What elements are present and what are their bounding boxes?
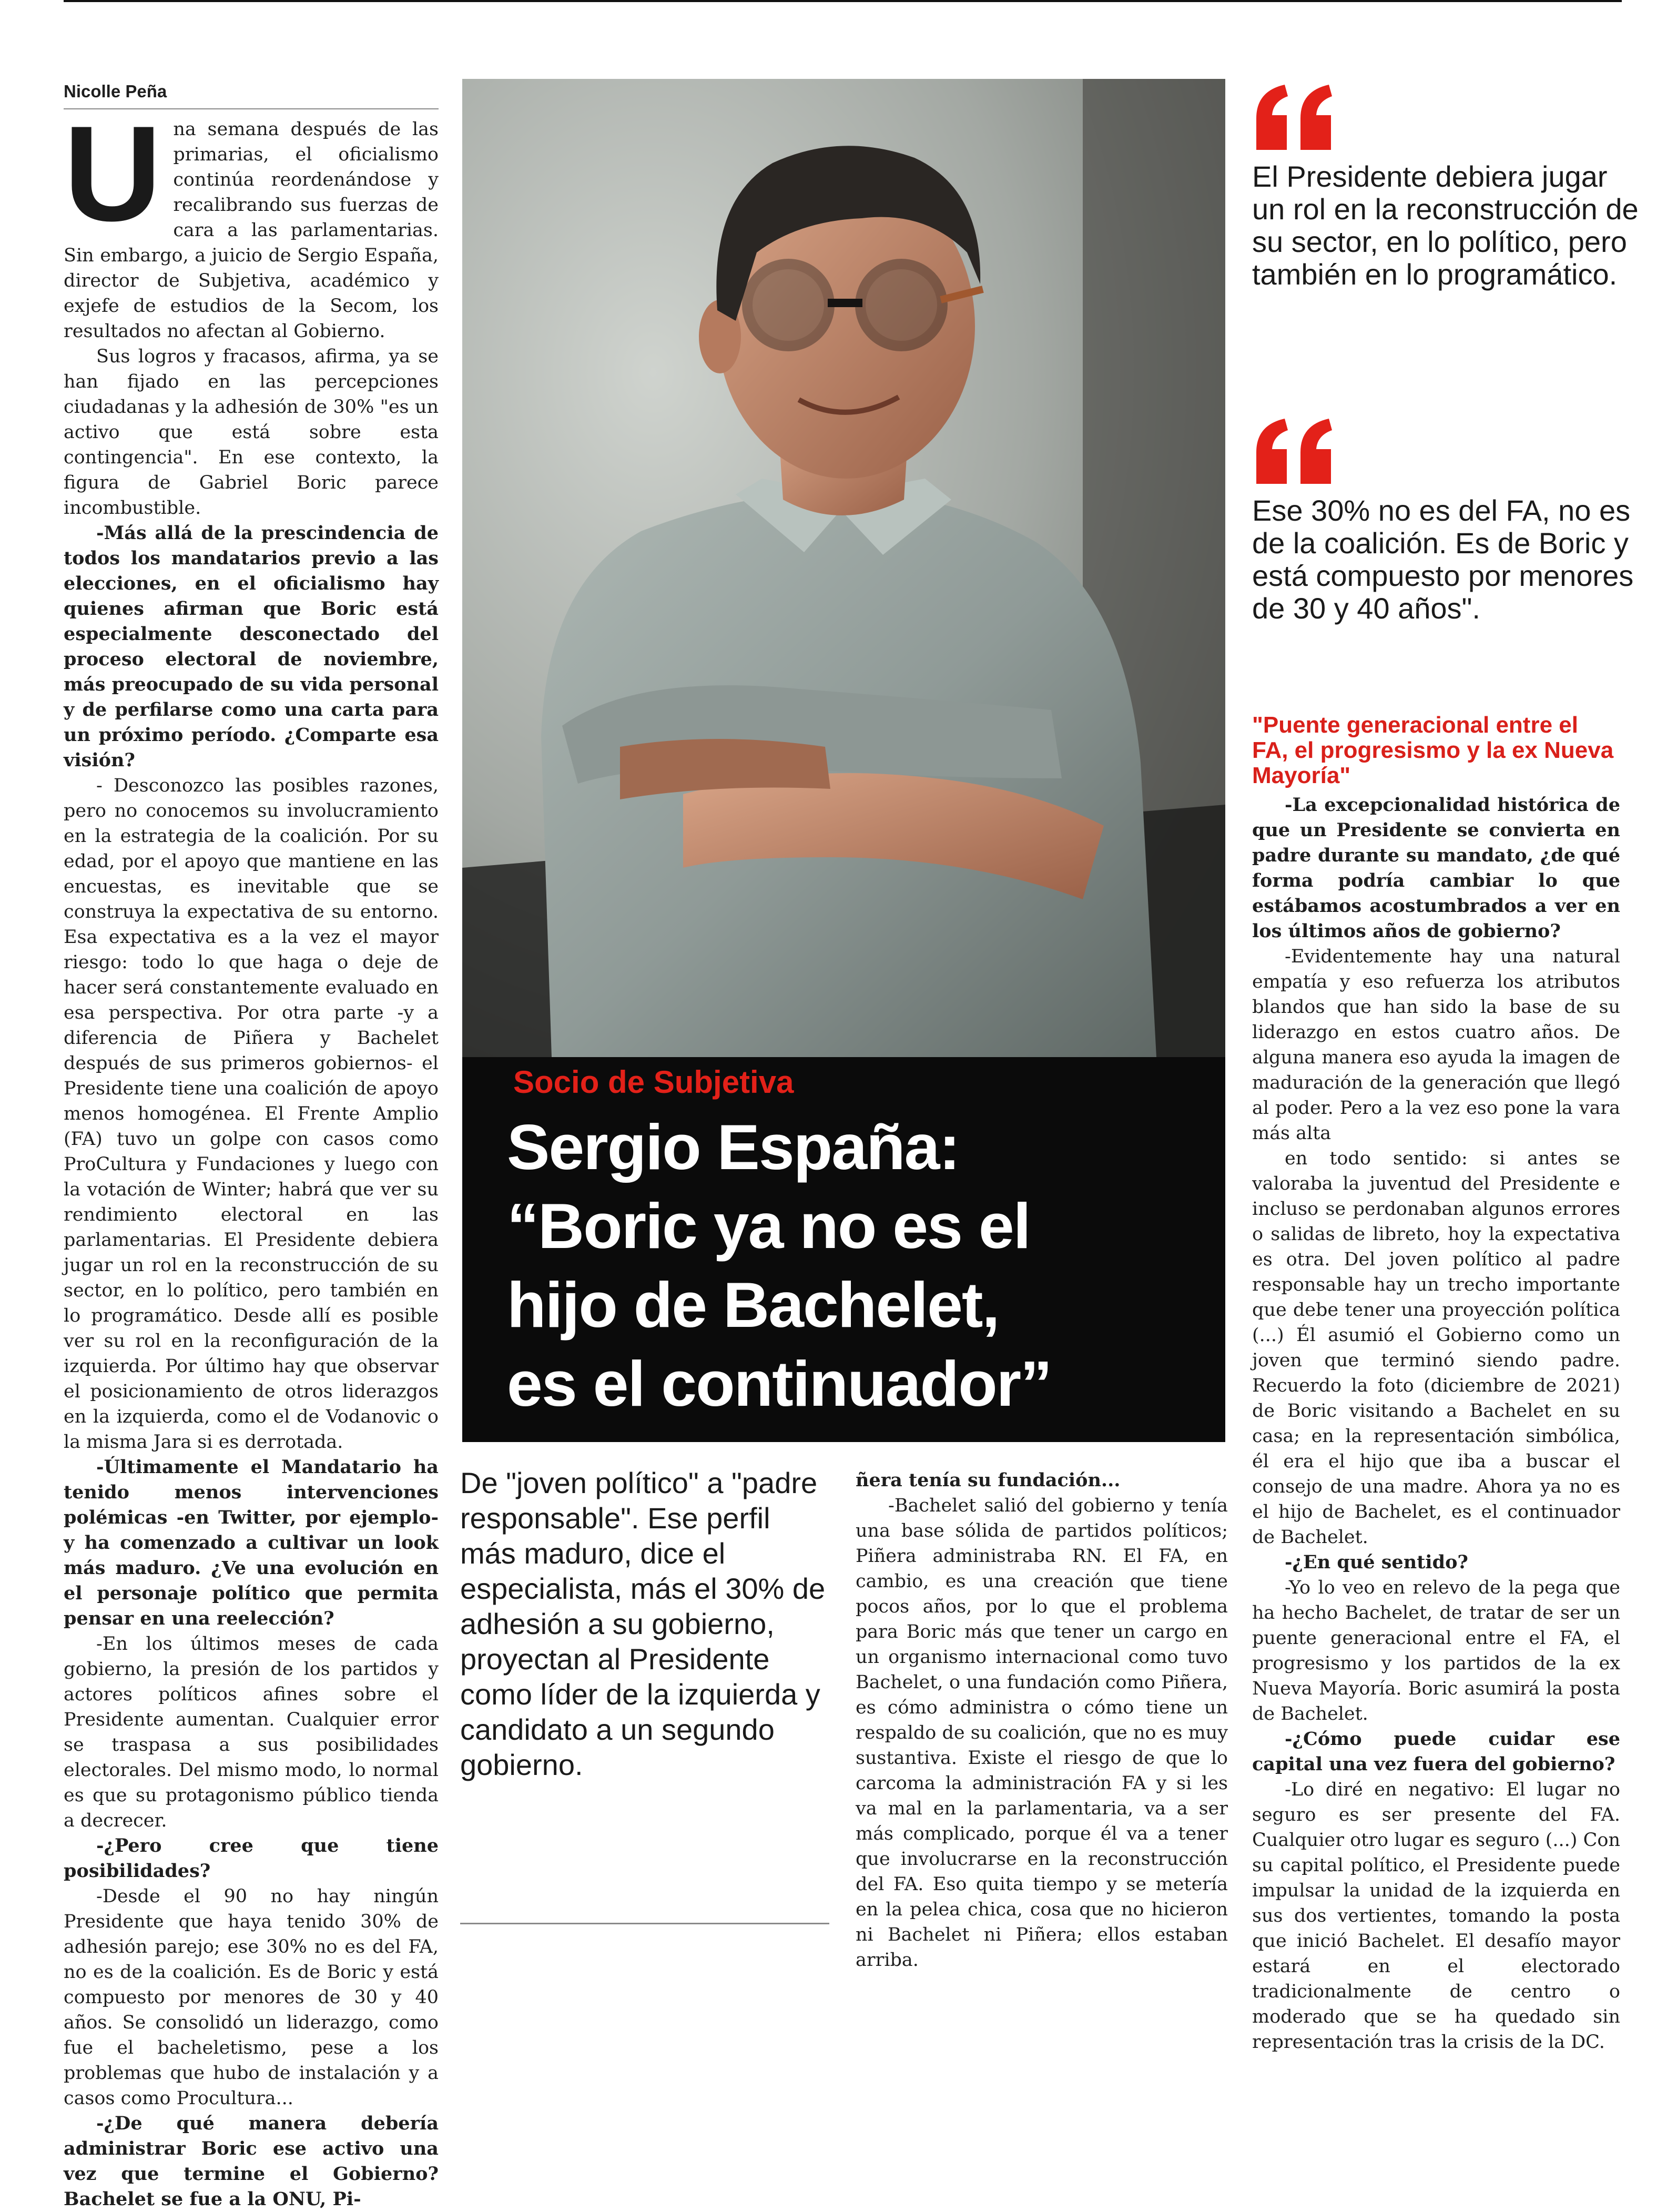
paragraph: -Evidentemente hay una natural empatía y eso refuerza los atributos blandos que han sido la base de su liderazgo en estos cuatro años. De alguna manera eso ayuda la imagen de maduración de la generación que llegó al poder. Pero a la vez eso pone la vara más alta — [1252, 946, 1620, 1144]
interview-question: -La excepcionalidad histórica de que un Presidente se convierta en padre durante su mandato, ¿de qué forma podría cambiar lo que estábamos acostumbrados a ver en los últimos años de gobierno? — [1252, 794, 1620, 942]
quote-mark-icon — [1252, 415, 1336, 489]
paragraph: Sus logros y fracasos, afirma, ya se han fijado en las percepciones ciudadanas y la adhesión de 30% "es un activo que está sobre esta contingencia". En ese contexto, la figura de Gabriel Boric parece incombustible. — [64, 346, 439, 519]
paragraph: - Desconozco las posibles razones, pero no conocemos su involucramiento en la estrategia de la coalición. Por su edad, por el apoyo que mantiene en las encuestas, es inevitable que se construya la expectativa de su entorno. Esa expectativa es a la vez el mayor riesgo: todo lo que haga o deje de hacer será constantemente evaluado en esa perspectiva. Por otra parte -y a diferencia de Piñera y Bachelet después de sus primeros gobiernos- el Presidente tiene una coalición de apoyo menos homogénea. El Frente Amplio (FA) tuvo un golpe con casos como ProCultura y Fundaciones y luego con la votación de Winter; habrá que ver su rendimiento electoral en las parlamentarias. El Presidente debiera jugar un rol en la reconstrucción de su sector, en lo político, pero también en lo programático. Desde allí es posible ver su rol en la reconfiguración de la izquierda. Por último hay que observar el posicionamiento de otros liderazgos en la izquierda, como el de Vodanovic o la misma Jara si es derrotada. — [64, 775, 439, 1453]
portrait-photo — [462, 79, 1225, 1057]
column-1-body — [64, 97, 439, 2212]
lead-summary: De "joven político" a "padre responsable". Ese perfil más maduro, dice el especialista, más el 30% de adhesión a su gobierno, proyectan al Presidente como líder de la izquierda y candidato a un segundo gobierno. — [460, 1466, 826, 1781]
interview-question: ñera tenía su fundación... — [856, 1469, 1121, 1491]
pull-quote-2: Ese 30% no es del FA, no es de la coalición. Es de Boric y está compuesto por menores de 30 y 40 años". — [1252, 494, 1634, 625]
interview-question: -Más allá de la prescindencia de todos los mandatarios previo a las elecciones, en el oficialismo hay quienes afirman que Boric está especialmente desconectado del proceso electoral de noviembre, más preocupado de su vida personal y de perfilarse como una carta para un próximo período. ¿Comparte esa visión? — [64, 522, 439, 771]
interview-question: -¿Cómo puede cuidar ese capital una vez fuera del gobierno? — [1252, 1728, 1620, 1775]
interview-question: -¿Pero cree que tiene posibilidades? — [64, 1835, 439, 1882]
section-subhead: "Puente generacional entre el FA, el progresismo y la ex Nueva Mayoría" — [1252, 712, 1614, 788]
paragraph: -Lo diré en negativo: El lugar no seguro es ser presente del FA. Cualquier otro lugar es seguro (...) Con su capital político, el Presidente puede impulsar la unidad de la izquierda en sus dos vertientes, tomando la posta que inició Bachelet. El desafío mayor estará en el electorado tradicionalmente de centro o moderado que se ha quedado sin representación tras la crisis de la DC. — [1252, 1779, 1620, 2053]
paragraph: -En los últimos meses de cada gobierno, la presión de los partidos y actores políticos afines sobre el Presidente aumentan. Cualquier error se traspasa a sus posibilidades electorales. Del mismo modo, lo normal es que su protagonismo público tienda a decrecer. — [64, 1633, 439, 1831]
headline-box — [462, 1057, 1225, 1442]
column-3-body — [1252, 793, 1620, 2055]
portrait-illustration — [462, 79, 1225, 1057]
article-column-1 — [64, 81, 439, 2212]
kicker: Socio de Subjetiva — [513, 1064, 794, 1100]
byline: Nicolle Peña — [64, 81, 439, 109]
drop-cap: U — [64, 97, 162, 249]
interview-question: -¿De qué manera debería administrar Boric ese activo una vez que termine el Gobierno? Bachelet se fue a la ONU, Pi- — [64, 2113, 439, 2210]
top-rule — [64, 0, 1622, 2]
article-column-3 — [1252, 713, 1620, 2055]
paragraph: -Desde el 90 no hay ningún Presidente que haya tenido 30% de adhesión parejo; ese 30% no es del FA, no es de la coalición. Es de Boric y está compuesto por menores de 30 y 40 años. Se consolidó un liderazgo, como fue el bacheletismo, pese a los problemas que hubo de instalación y a casos como Procultura... — [64, 1886, 439, 2109]
article-column-2 — [856, 1468, 1228, 1973]
interview-question: -Últimamente el Mandatario ha tenido menos intervenciones polémicas -en Twitter, por ejemplo- y ha comenzado a cultivar un look más maduro. ¿Ve una evolución en el personaje político que permita pensar en una reelección? — [64, 1456, 439, 1629]
pull-quote-1: El Presidente debiera jugar un rol en la reconstrucción de su sector, en lo político, pero también en lo programático. — [1252, 160, 1639, 291]
paragraph: -Bachelet salió del gobierno y tenía una base sólida de partidos políticos; Piñera administraba RN. El FA, en cambio, es una creación que tiene pocos años, por lo que el problema para Boric más que tener un cargo en un organismo internacional como tuvo Bachelet, o una fundación como Piñera, es cómo administra o cómo tiene un respaldo de su coalición, que no es muy sustantiva. Existe el riesgo de que lo carcoma la administración FA y si les va mal en la parlamentaria, va a ser más complicado, porque él va a tener que involucrarse en la reconstrucción del FA. Eso quita tiempo y se metería en la pelea chica, cosa que no hicieron ni Bachelet ni Piñera; ellos estaban arriba. — [856, 1495, 1228, 1971]
paragraph: na semana después de las primarias, el oficialismo continúa reordenándose y recalibrando sus fuerzas de cara a las parlamentarias. Sin embargo, a juicio de Sergio España, director de Subjetiva, académico y exjefe de estudios de la Secom, los resultados no afectan al Gobierno. — [64, 119, 439, 342]
paragraph: en todo sentido: si antes se valoraba la juventud del Presidente e incluso se perdonaban algunos errores o salidas de libreto, hoy la expectativa es otra. Del joven político al padre responsable hay un trecho importante que debe tener una proyección política (...) Él asumió el Gobierno como un joven que terminó siendo padre. Recuerdo la foto (diciembre de 2021) de Boric visitando a Bachelet en su casa; en la representación simbólica, él era el hijo que iba a buscar el consejo de una madre. Ahora ya no es el hijo de Bachelet, es el continuador de Bachelet. — [1252, 1148, 1620, 1548]
paragraph: -Yo lo veo en relevo de la pega que ha hecho Bachelet, de tratar de ser un puente generacional entre el FA, el progresismo y los partidos de la ex Nueva Mayoría. Boric asumirá la posta de Bachelet. — [1252, 1577, 1620, 1724]
interview-question: -¿En qué sentido? — [1285, 1551, 1468, 1573]
headline: Sergio España: “Boric ya no es el hijo de Bachelet, es el continuador” — [507, 1111, 1052, 1419]
lead-divider — [460, 1923, 829, 1924]
quote-mark-icon — [1252, 82, 1336, 155]
